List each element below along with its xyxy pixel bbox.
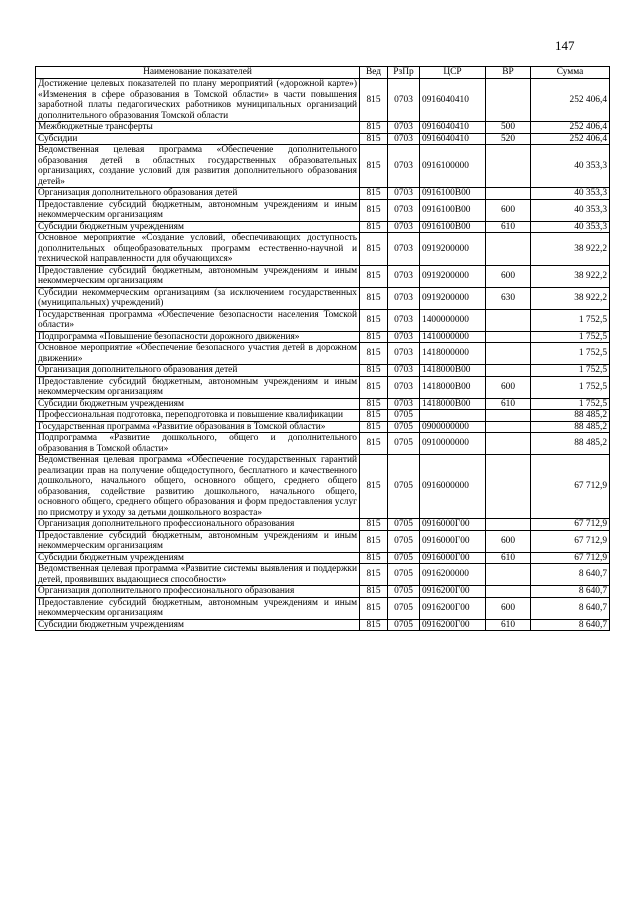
cell-vr: 520 (486, 133, 531, 145)
cell-csr: 0916040410 (420, 79, 486, 122)
cell-name: Субсидии (36, 133, 360, 145)
cell-name: Организация дополнительного профессионального образования (36, 519, 360, 531)
table-row (36, 287, 610, 309)
cell-sum: 1 752,5 (531, 331, 610, 343)
cell-csr: 1418000В00 (420, 398, 486, 410)
cell-name: Ведомственная целевая программа «Обеспечение дополнительного образования детей в областных государственных образовательных организациях, создание условий для развития дополнительного образования детей» (36, 145, 360, 188)
header-rzpr: РзПр (388, 67, 420, 79)
cell-ved: 815 (360, 564, 388, 586)
cell-vr (486, 188, 531, 200)
cell-csr: 1418000В00 (420, 376, 486, 398)
cell-name: Межбюджетные трансферты (36, 122, 360, 134)
cell-csr: 0916040410 (420, 122, 486, 134)
cell-vr (486, 343, 531, 365)
cell-vr: 600 (486, 376, 531, 398)
cell-vr (486, 410, 531, 422)
cell-rzpr: 0703 (388, 376, 420, 398)
table-row (36, 343, 610, 365)
cell-name: Предоставление субсидий бюджетным, автономным учреждениям и иным некоммерческим организациям (36, 199, 360, 221)
cell-ved: 815 (360, 619, 388, 631)
cell-ved: 815 (360, 519, 388, 531)
table-row (36, 145, 610, 188)
cell-csr: 0916000Г00 (420, 552, 486, 564)
table-row (36, 433, 610, 455)
cell-name: Основное мероприятие «Создание условий, обеспечивающих доступность дополнительных общеобразовательных программ естественно-научной и технической направленности для обучающихся» (36, 233, 360, 266)
cell-ved: 815 (360, 79, 388, 122)
cell-ved: 815 (360, 552, 388, 564)
cell-csr: 0916100000 (420, 145, 486, 188)
cell-sum: 252 406,4 (531, 122, 610, 134)
cell-csr: 0919200000 (420, 265, 486, 287)
cell-csr: 0916000Г00 (420, 530, 486, 552)
table-row (36, 552, 610, 564)
cell-csr: 0916200Г00 (420, 597, 486, 619)
cell-ved: 815 (360, 145, 388, 188)
cell-vr: 610 (486, 398, 531, 410)
table-header-row (36, 67, 610, 79)
cell-csr: 0916200Г00 (420, 619, 486, 631)
table-row (36, 564, 610, 586)
cell-name: Субсидии бюджетным учреждениям (36, 619, 360, 631)
table-row (36, 221, 610, 233)
cell-name: Предоставление субсидий бюджетным, автономным учреждениям и иным некоммерческим организациям (36, 597, 360, 619)
cell-ved: 815 (360, 233, 388, 266)
cell-vr (486, 331, 531, 343)
cell-sum: 1 752,5 (531, 309, 610, 331)
cell-name: Подпрограмма «Повышение безопасности дорожного движения» (36, 331, 360, 343)
cell-name: Государственная программа «Развитие образования в Томской области» (36, 421, 360, 433)
cell-sum: 252 406,4 (531, 133, 610, 145)
cell-ved: 815 (360, 265, 388, 287)
cell-vr (486, 519, 531, 531)
cell-csr: 0916040410 (420, 133, 486, 145)
cell-csr (420, 410, 486, 422)
cell-ved: 815 (360, 410, 388, 422)
budget-table (35, 66, 610, 631)
cell-rzpr: 0703 (388, 287, 420, 309)
cell-name: Достижение целевых показателей по плану мероприятий («дорожной карте») «Изменения в сфере образования в Томской области» в части повышения заработной платы педагогических работников муниципальных организаций дополнительного образования Томской области (36, 79, 360, 122)
cell-sum: 1 752,5 (531, 343, 610, 365)
cell-vr (486, 421, 531, 433)
cell-rzpr: 0705 (388, 421, 420, 433)
cell-name: Предоставление субсидий бюджетным, автономным учреждениям и иным некоммерческим организациям (36, 265, 360, 287)
header-ved: Вед (360, 67, 388, 79)
cell-name: Субсидии бюджетным учреждениям (36, 221, 360, 233)
table-row (36, 421, 610, 433)
cell-vr: 600 (486, 199, 531, 221)
cell-rzpr: 0703 (388, 199, 420, 221)
cell-ved: 815 (360, 122, 388, 134)
cell-rzpr: 0703 (388, 79, 420, 122)
cell-sum: 67 712,9 (531, 552, 610, 564)
cell-sum: 1 752,5 (531, 398, 610, 410)
cell-rzpr: 0703 (388, 122, 420, 134)
cell-sum: 40 353,3 (531, 188, 610, 200)
table-row (36, 122, 610, 134)
table-row (36, 233, 610, 266)
cell-sum: 8 640,7 (531, 586, 610, 598)
cell-vr: 610 (486, 619, 531, 631)
cell-ved: 815 (360, 365, 388, 377)
cell-rzpr: 0705 (388, 619, 420, 631)
cell-ved: 815 (360, 343, 388, 365)
table-row (36, 309, 610, 331)
cell-sum: 40 353,3 (531, 221, 610, 233)
cell-rzpr: 0703 (388, 265, 420, 287)
cell-vr (486, 365, 531, 377)
cell-sum: 252 406,4 (531, 79, 610, 122)
cell-rzpr: 0705 (388, 519, 420, 531)
cell-vr: 600 (486, 530, 531, 552)
table-row (36, 530, 610, 552)
cell-name: Ведомственная целевая программа «Обеспечение государственных гарантий реализации прав на получение общедоступного, бесплатного и качественного дошкольного, начального общего, основного общего, среднего общего образования, содействие развитию дошкольного, начального общего, основного общего, среднего общего образования и форм предоставления услуг по присмотру и уходу за детьми дошкольного возраста» (36, 455, 360, 519)
cell-ved: 815 (360, 398, 388, 410)
cell-sum: 67 712,9 (531, 530, 610, 552)
cell-vr (486, 309, 531, 331)
table-row (36, 133, 610, 145)
cell-sum: 8 640,7 (531, 564, 610, 586)
table-row (36, 455, 610, 519)
cell-vr: 610 (486, 221, 531, 233)
cell-rzpr: 0703 (388, 188, 420, 200)
cell-csr: 1410000000 (420, 331, 486, 343)
cell-csr: 0910000000 (420, 433, 486, 455)
table-row (36, 519, 610, 531)
cell-vr: 600 (486, 265, 531, 287)
cell-name: Организация дополнительного образования детей (36, 365, 360, 377)
cell-rzpr: 0703 (388, 309, 420, 331)
header-vr: ВР (486, 67, 531, 79)
cell-sum: 38 922,2 (531, 287, 610, 309)
cell-sum: 38 922,2 (531, 233, 610, 266)
cell-rzpr: 0705 (388, 433, 420, 455)
cell-sum: 8 640,7 (531, 619, 610, 631)
cell-ved: 815 (360, 188, 388, 200)
cell-name: Подпрограмма «Развитие дошкольного, общего и дополнительного образования в Томской области» (36, 433, 360, 455)
header-sum: Сумма (531, 67, 610, 79)
cell-vr (486, 433, 531, 455)
cell-sum: 1 752,5 (531, 376, 610, 398)
cell-name: Субсидии бюджетным учреждениям (36, 398, 360, 410)
cell-rzpr: 0705 (388, 552, 420, 564)
cell-vr: 630 (486, 287, 531, 309)
cell-vr: 610 (486, 552, 531, 564)
cell-rzpr: 0703 (388, 398, 420, 410)
cell-ved: 815 (360, 433, 388, 455)
header-name: Наименование показателей (36, 67, 360, 79)
cell-rzpr: 0703 (388, 343, 420, 365)
cell-rzpr: 0705 (388, 586, 420, 598)
cell-ved: 815 (360, 421, 388, 433)
cell-rzpr: 0705 (388, 530, 420, 552)
cell-vr (486, 455, 531, 519)
cell-sum: 88 485,2 (531, 421, 610, 433)
table-row (36, 410, 610, 422)
table-row (36, 331, 610, 343)
cell-csr: 0916200000 (420, 564, 486, 586)
cell-sum: 67 712,9 (531, 519, 610, 531)
cell-sum: 40 353,3 (531, 199, 610, 221)
cell-csr: 0916100В00 (420, 188, 486, 200)
cell-csr: 0919200000 (420, 233, 486, 266)
cell-rzpr: 0705 (388, 410, 420, 422)
cell-rzpr: 0705 (388, 455, 420, 519)
cell-name: Субсидии некоммерческим организациям (за исключением государственных (муниципальных) учреждений) (36, 287, 360, 309)
cell-csr: 0916100В00 (420, 221, 486, 233)
cell-name: Ведомственная целевая программа «Развитие системы выявления и поддержки детей, проявивших выдающиеся способности» (36, 564, 360, 586)
cell-ved: 815 (360, 530, 388, 552)
cell-name: Основное мероприятие «Обеспечение безопасного участия детей в дорожном движении» (36, 343, 360, 365)
cell-rzpr: 0705 (388, 564, 420, 586)
cell-sum: 1 752,5 (531, 365, 610, 377)
table-row (36, 586, 610, 598)
table-row (36, 597, 610, 619)
table-row (36, 79, 610, 122)
cell-ved: 815 (360, 309, 388, 331)
cell-name: Предоставление субсидий бюджетным, автономным учреждениям и иным некоммерческим организациям (36, 376, 360, 398)
cell-vr (486, 564, 531, 586)
cell-csr: 0919200000 (420, 287, 486, 309)
cell-csr: 1418000В00 (420, 365, 486, 377)
cell-name: Профессиональная подготовка, переподготовка и повышение квалификации (36, 410, 360, 422)
cell-ved: 815 (360, 133, 388, 145)
cell-vr (486, 233, 531, 266)
cell-name: Государственная программа «Обеспечение безопасности населения Томской области» (36, 309, 360, 331)
cell-vr: 600 (486, 597, 531, 619)
cell-rzpr: 0703 (388, 365, 420, 377)
cell-rzpr: 0703 (388, 133, 420, 145)
cell-ved: 815 (360, 376, 388, 398)
cell-sum: 40 353,3 (531, 145, 610, 188)
cell-ved: 815 (360, 221, 388, 233)
cell-name: Организация дополнительного образования детей (36, 188, 360, 200)
cell-rzpr: 0703 (388, 221, 420, 233)
table-row (36, 619, 610, 631)
table-row (36, 188, 610, 200)
cell-rzpr: 0703 (388, 233, 420, 266)
table-row (36, 365, 610, 377)
page-number: 147 (555, 38, 575, 53)
cell-sum: 88 485,2 (531, 410, 610, 422)
cell-csr: 0900000000 (420, 421, 486, 433)
cell-ved: 815 (360, 287, 388, 309)
cell-rzpr: 0703 (388, 145, 420, 188)
table-row (36, 398, 610, 410)
cell-csr: 0916200Г00 (420, 586, 486, 598)
table-row (36, 199, 610, 221)
table-row (36, 265, 610, 287)
cell-sum: 38 922,2 (531, 265, 610, 287)
cell-ved: 815 (360, 586, 388, 598)
cell-ved: 815 (360, 199, 388, 221)
cell-vr: 500 (486, 122, 531, 134)
table-row (36, 376, 610, 398)
cell-rzpr: 0703 (388, 331, 420, 343)
cell-sum: 88 485,2 (531, 433, 610, 455)
header-csr: ЦСР (420, 67, 486, 79)
cell-name: Субсидии бюджетным учреждениям (36, 552, 360, 564)
cell-csr: 1418000000 (420, 343, 486, 365)
cell-csr: 0916100В00 (420, 199, 486, 221)
cell-ved: 815 (360, 455, 388, 519)
cell-sum: 8 640,7 (531, 597, 610, 619)
cell-vr (486, 145, 531, 188)
cell-csr: 0916000Г00 (420, 519, 486, 531)
cell-ved: 815 (360, 597, 388, 619)
cell-name: Организация дополнительного профессионального образования (36, 586, 360, 598)
cell-ved: 815 (360, 331, 388, 343)
cell-vr (486, 79, 531, 122)
cell-rzpr: 0705 (388, 597, 420, 619)
cell-csr: 1400000000 (420, 309, 486, 331)
cell-vr (486, 586, 531, 598)
cell-csr: 0916000000 (420, 455, 486, 519)
cell-name: Предоставление субсидий бюджетным, автономным учреждениям и иным некоммерческим организациям (36, 530, 360, 552)
cell-sum: 67 712,9 (531, 455, 610, 519)
